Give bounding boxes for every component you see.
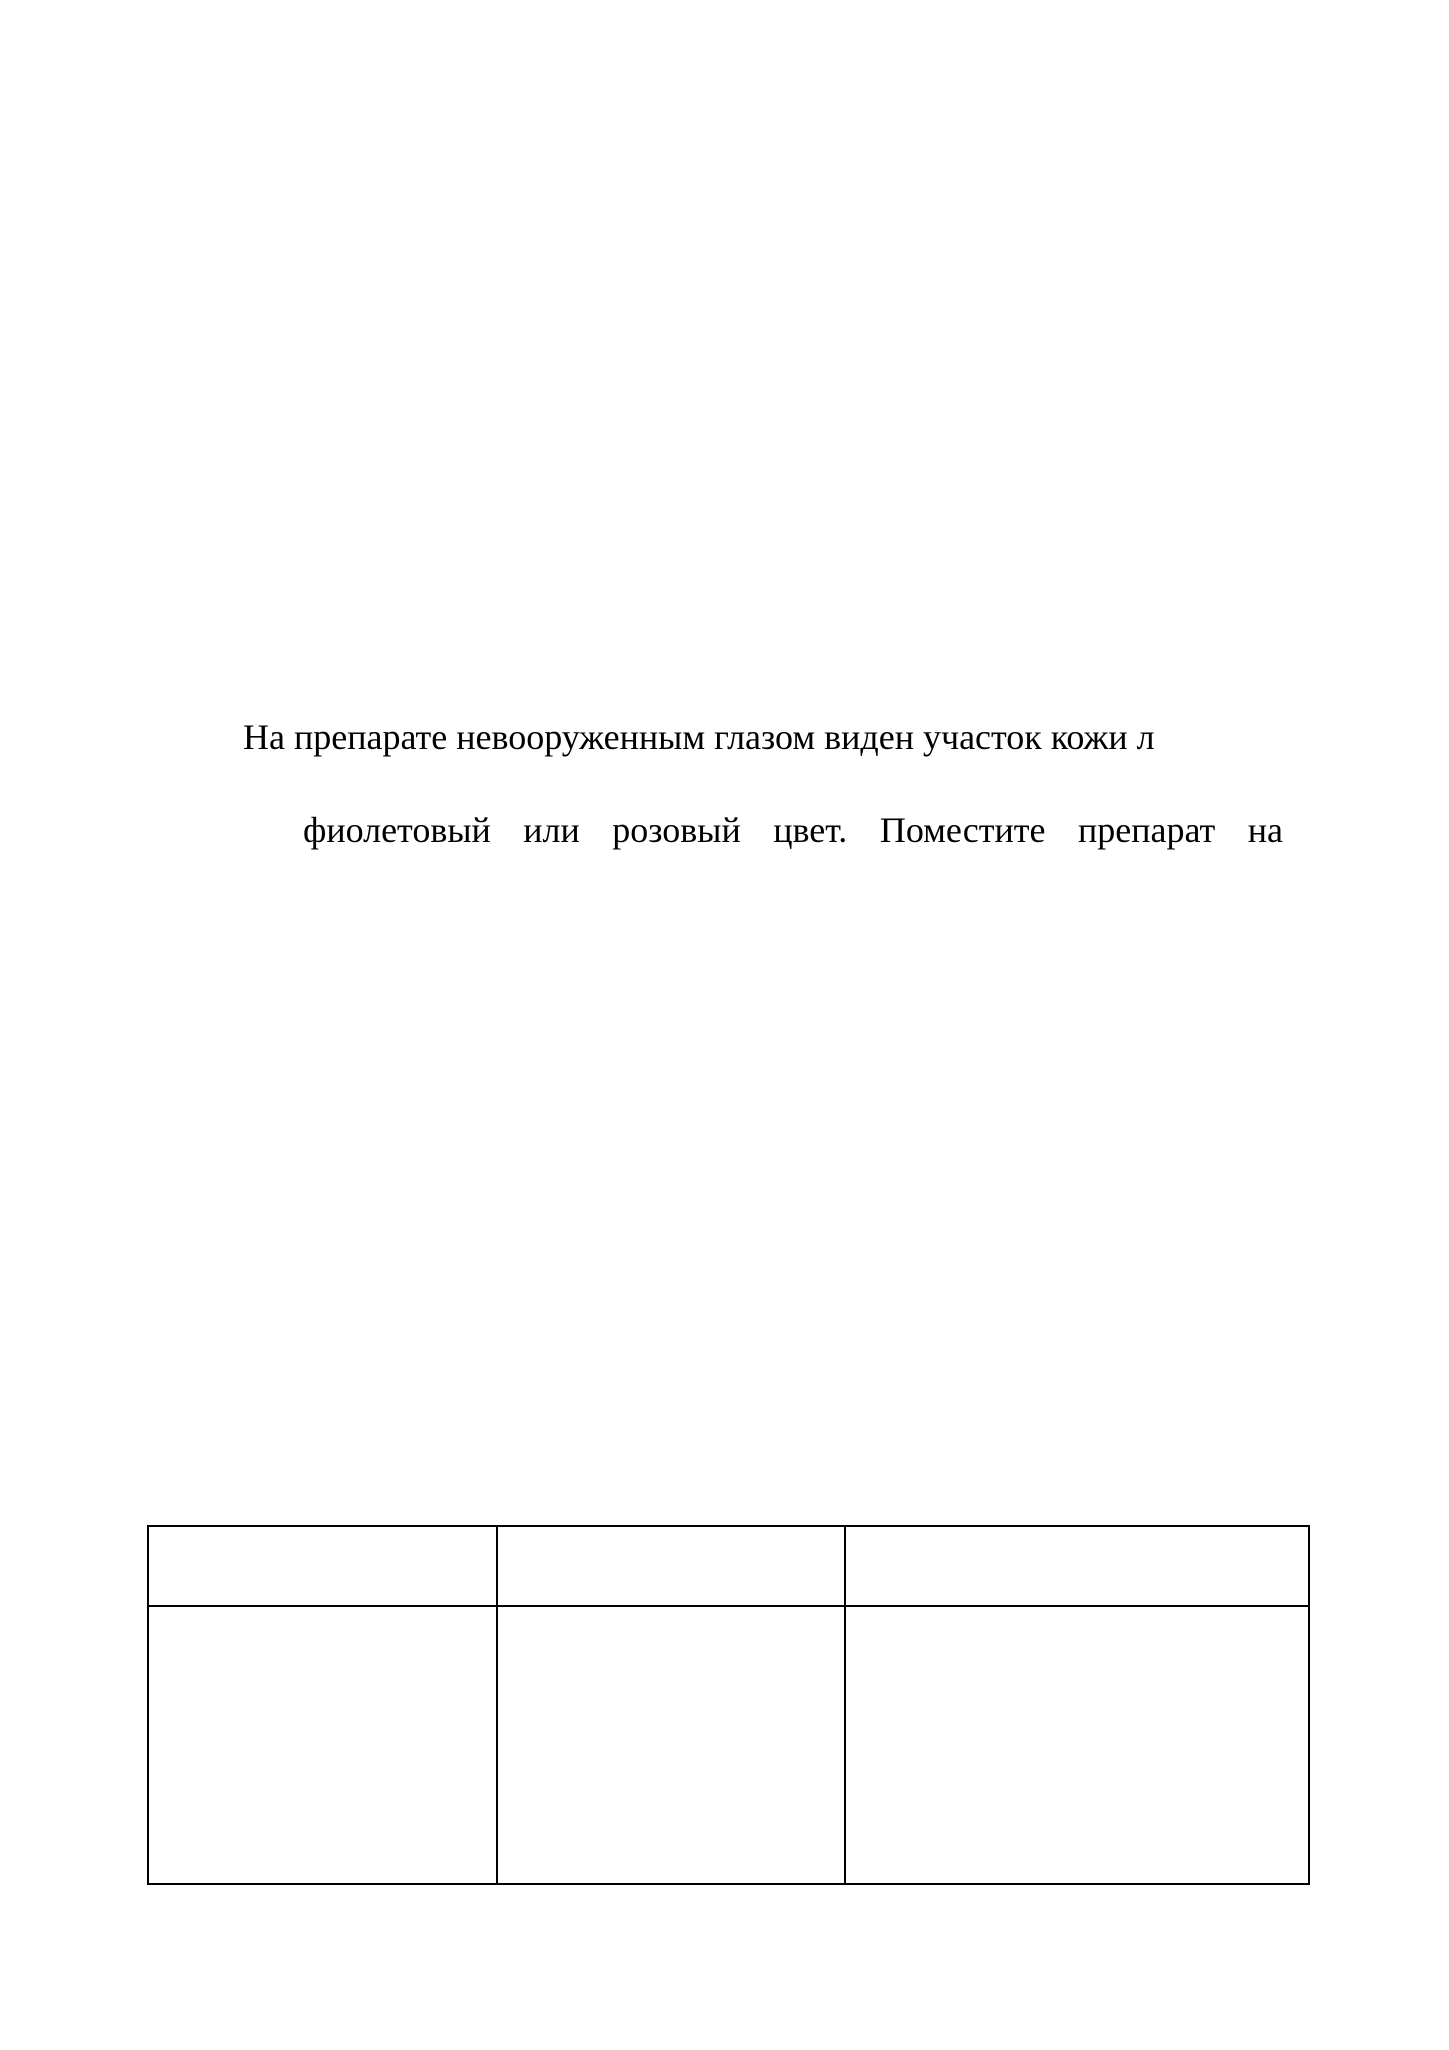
paragraph-line-1: На препарате невооруженным глазом виден участок кожи л: [243, 717, 1155, 757]
table-header-cell: [148, 1526, 497, 1606]
table-cell: [497, 1606, 845, 1884]
table-row: [148, 1606, 1309, 1884]
table-cell: [845, 1606, 1309, 1884]
table-cell: [148, 1606, 497, 1884]
paragraph-line-2: фиолетовый или розовый цвет. Поместите препарат на: [303, 810, 1283, 850]
table-header-cell: [497, 1526, 845, 1606]
table-header-row: [148, 1526, 1309, 1606]
empty-table: [147, 1525, 1310, 1885]
table-header-cell: [845, 1526, 1309, 1606]
